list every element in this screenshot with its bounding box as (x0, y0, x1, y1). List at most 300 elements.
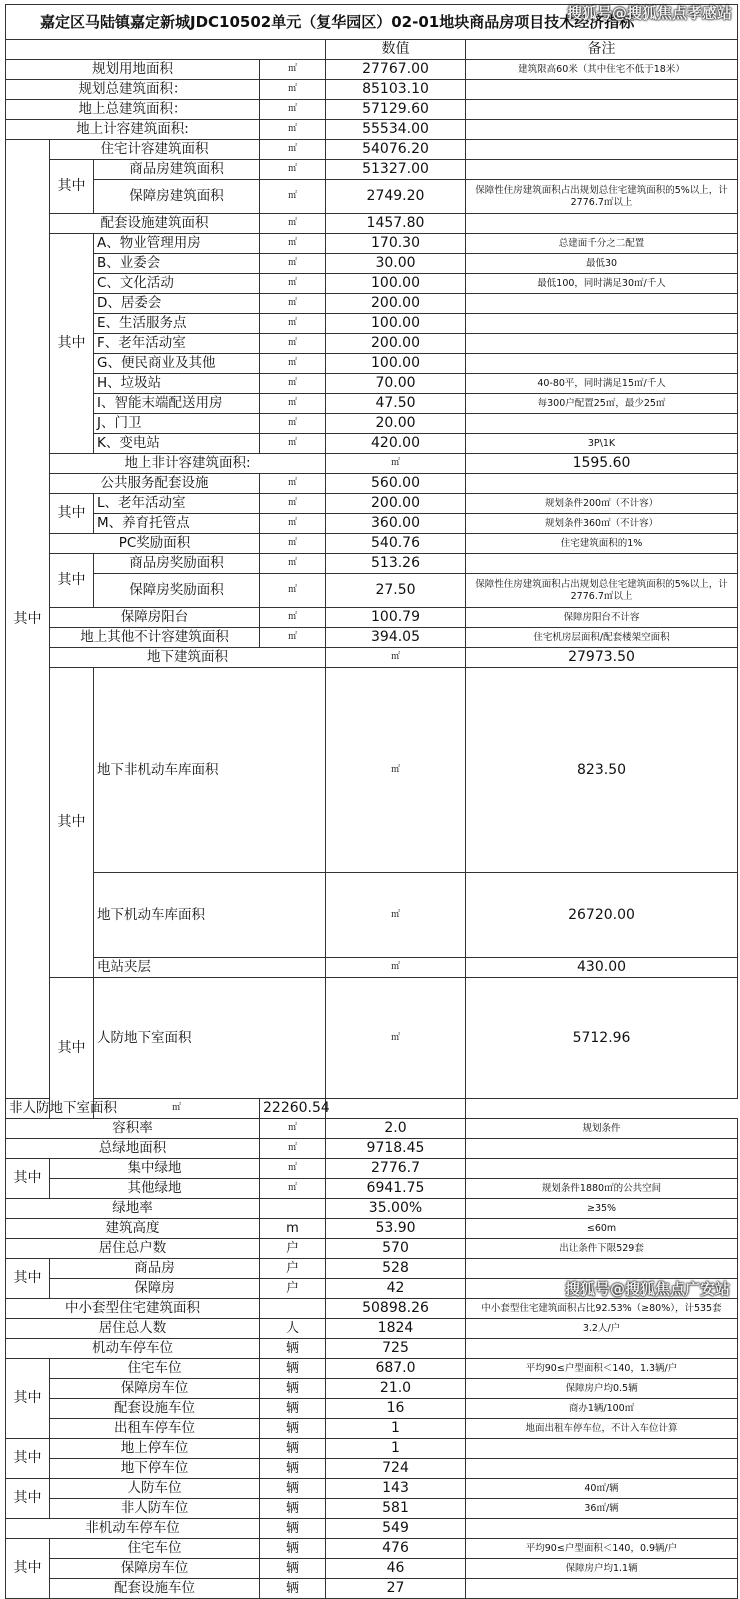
row-note: 规划条件 (466, 1119, 738, 1139)
row-unit: 辆 (260, 1359, 326, 1379)
table-row (6, 1399, 738, 1419)
row-unit: ㎡ (326, 454, 466, 474)
row-note: 总建面千分之二配置 (466, 234, 738, 254)
row-value: 26720.00 (466, 873, 738, 958)
row-unit: ㎡ (326, 873, 466, 958)
table-row (6, 608, 738, 628)
table-row (6, 1179, 738, 1199)
group-label: 其中 (6, 1539, 50, 1599)
row-note: 3.2人/户 (466, 1319, 738, 1339)
table-row (6, 554, 738, 574)
row-value: 35.00% (326, 1199, 466, 1219)
table-row (6, 354, 738, 374)
row-label: PC奖励面积 (50, 534, 260, 554)
table-title: 嘉定区马陆镇嘉定新城JDC10502单元（复华园区）02-01地块商品房项目技术经济指标 (6, 5, 738, 40)
row-value: 6941.75 (326, 1179, 466, 1199)
row-note: 保障性住房建筑面积占出规划总住宅建筑面积的5%以上，计2776.7㎡以上 (466, 574, 738, 608)
row-unit: 辆 (260, 1339, 326, 1359)
row-unit: 辆 (260, 1559, 326, 1579)
table-row (6, 314, 738, 334)
row-note: ≤60m (466, 1219, 738, 1239)
row-unit: 辆 (260, 1479, 326, 1499)
table-row (6, 534, 738, 554)
group-label: 其中 (6, 1359, 50, 1439)
row-value: 2.0 (326, 1119, 466, 1139)
row-label: G、便民商业及其他 (94, 354, 260, 374)
table-row (6, 628, 738, 648)
row-value: 394.05 (326, 628, 466, 648)
table-row (6, 374, 738, 394)
row-value: 570 (326, 1239, 466, 1259)
row-value: 16 (326, 1399, 466, 1419)
row-unit: ㎡ (260, 274, 326, 294)
row-note: ≥35% (466, 1199, 738, 1219)
table-row (6, 414, 738, 434)
row-value: 5712.96 (466, 978, 738, 1099)
row-value: 823.50 (466, 668, 738, 873)
row-unit: 辆 (260, 1419, 326, 1439)
row-label: 公共服务配套设施 (50, 474, 260, 494)
row-unit: ㎡ (260, 574, 326, 608)
row-note: 每300户配置25㎡，最少25㎡ (466, 394, 738, 414)
row-note (466, 1519, 738, 1539)
header-note: 备注 (466, 40, 738, 60)
row-note (466, 120, 738, 140)
row-label: 配套设施建筑面积 (50, 214, 260, 234)
table-row (6, 334, 738, 354)
row-note: 最低100，同时满足30㎡/千人 (466, 274, 738, 294)
group-label: 其中 (6, 1259, 50, 1299)
row-note: 建筑限高60米（其中住宅不低于18米） (466, 60, 738, 80)
row-note: 住宅机房层面积/配套楼架空面积 (466, 628, 738, 648)
row-unit: 辆 (260, 1499, 326, 1519)
row-unit: 辆 (260, 1539, 326, 1559)
table-row (6, 1459, 738, 1479)
row-value: 2776.7 (326, 1159, 466, 1179)
row-value: 27.50 (326, 574, 466, 608)
row-label: 地下建筑面积 (50, 648, 326, 668)
row-value: 50898.26 (326, 1299, 466, 1319)
row-note (466, 414, 738, 434)
watermark-bottom: 搜狐号@搜狐焦点广安站 (564, 1280, 730, 1298)
row-note: 地面出租车停车位，不计入车位计算 (466, 1419, 738, 1439)
row-note: 36㎡/辆 (466, 1499, 738, 1519)
row-unit (260, 1299, 326, 1319)
row-unit: 辆 (260, 1459, 326, 1479)
row-value: 2749.20 (326, 180, 466, 214)
row-value: 22260.54 (260, 1099, 326, 1119)
row-value: 85103.10 (326, 80, 466, 100)
table-row (6, 140, 738, 160)
row-unit: ㎡ (326, 978, 466, 1099)
row-label: 容积率 (6, 1119, 260, 1139)
row-note (466, 214, 738, 234)
row-label: C、文化活动 (94, 274, 260, 294)
row-label: 保障房阳台 (50, 608, 260, 628)
row-value: 21.0 (326, 1379, 466, 1399)
row-note (466, 334, 738, 354)
table-row (6, 514, 738, 534)
row-note (466, 1259, 738, 1279)
table-row (6, 1119, 738, 1139)
group-label: 其中 (6, 1479, 50, 1519)
row-unit: ㎡ (94, 1099, 260, 1119)
watermark-top: 搜狐号@搜狐焦点孝感站 (566, 4, 732, 22)
row-note: 平均90≤户型面积＜140，0.9辆/户 (466, 1539, 738, 1559)
row-value: 200.00 (326, 334, 466, 354)
table-row (6, 80, 738, 100)
row-note: 住宅建筑面积的1% (466, 534, 738, 554)
table-row (6, 1379, 738, 1399)
row-unit: ㎡ (326, 648, 466, 668)
table-row (6, 1139, 738, 1159)
row-value: 687.0 (326, 1359, 466, 1379)
table-row (6, 648, 738, 668)
row-value: 724 (326, 1459, 466, 1479)
row-unit: 辆 (260, 1379, 326, 1399)
row-value: 430.00 (466, 958, 738, 978)
row-note: 平均90≤户型面积＜140，1.3辆/户 (466, 1359, 738, 1379)
header-value: 数值 (326, 40, 466, 60)
row-value: 581 (326, 1499, 466, 1519)
row-unit: ㎡ (260, 628, 326, 648)
table-row (6, 234, 738, 254)
row-unit: 辆 (260, 1579, 326, 1599)
row-value: 513.26 (326, 554, 466, 574)
row-note: 40-80平，同时满足15㎡/千人 (466, 374, 738, 394)
row-label: 地上其他不计容建筑面积 (50, 628, 260, 648)
row-unit: m (260, 1219, 326, 1239)
table-row (6, 454, 738, 474)
row-unit: ㎡ (326, 668, 466, 873)
row-unit: ㎡ (260, 314, 326, 334)
row-note: 出让条件下限529套 (466, 1239, 738, 1259)
row-unit: ㎡ (260, 100, 326, 120)
row-unit: ㎡ (260, 120, 326, 140)
group-label: 其中 (50, 554, 94, 608)
row-note: 规划条件200㎡（不计容） (466, 494, 738, 514)
row-unit: ㎡ (260, 1159, 326, 1179)
table-row (6, 1519, 738, 1539)
row-label: 电站夹层 (94, 958, 326, 978)
table-row (6, 60, 738, 80)
table-row (6, 1219, 738, 1239)
row-note: 最低30 (466, 254, 738, 274)
row-note: 保障房户均1.1辆 (466, 1559, 738, 1579)
table-row (6, 254, 738, 274)
row-label: K、变电站 (94, 434, 260, 454)
row-label: H、垃圾站 (94, 374, 260, 394)
row-note (466, 1139, 738, 1159)
row-label: 出租车停车位 (50, 1419, 260, 1439)
row-value: 46 (326, 1559, 466, 1579)
table-row (6, 160, 738, 180)
row-value: 57129.60 (326, 100, 466, 120)
table-body (6, 60, 738, 1599)
row-value: 70.00 (326, 374, 466, 394)
row-label: 其他绿地 (50, 1179, 260, 1199)
row-unit: ㎡ (260, 394, 326, 414)
row-label: 机动车停车位 (6, 1339, 260, 1359)
row-label: 商品房 (50, 1259, 260, 1279)
row-label: 规划总建筑面积： (6, 80, 260, 100)
row-note: 规划条件1880㎡的公共空间 (466, 1179, 738, 1199)
row-value: 1824 (326, 1319, 466, 1339)
row-value: 30.00 (326, 254, 466, 274)
page (5, 4, 737, 1599)
row-label: 总绿地面积 (6, 1139, 260, 1159)
row-unit: ㎡ (260, 554, 326, 574)
row-label: L、老年活动室 (94, 494, 260, 514)
table-row (6, 1579, 738, 1599)
table-row (6, 1539, 738, 1559)
row-unit: ㎡ (260, 140, 326, 160)
row-value: 1457.80 (326, 214, 466, 234)
table-row (6, 873, 738, 958)
row-note (466, 474, 738, 494)
row-value: 100.00 (326, 274, 466, 294)
table-row (6, 180, 738, 214)
row-note (466, 294, 738, 314)
row-label: 非机动车停车位 (6, 1519, 260, 1539)
row-unit: ㎡ (260, 1179, 326, 1199)
row-unit: ㎡ (260, 434, 326, 454)
group-label: 其中 (50, 978, 94, 1119)
row-label: 地下停车位 (50, 1459, 260, 1479)
table-row (6, 668, 738, 873)
table-row (6, 100, 738, 120)
table-row (6, 1359, 738, 1379)
row-unit: ㎡ (260, 608, 326, 628)
row-note (466, 1159, 738, 1179)
row-unit: ㎡ (260, 234, 326, 254)
row-value: 528 (326, 1259, 466, 1279)
table-row (6, 574, 738, 608)
row-label: 住宅计容建筑面积 (50, 140, 260, 160)
row-value: 420.00 (326, 434, 466, 454)
table-row (6, 958, 738, 978)
row-label: 非人防地下室面积 (6, 1099, 94, 1119)
row-unit: ㎡ (260, 254, 326, 274)
table-row (6, 274, 738, 294)
row-label: 保障房建筑面积 (94, 180, 260, 214)
row-label: 地下机动车库面积 (94, 873, 326, 958)
row-unit: 辆 (260, 1399, 326, 1419)
row-note (326, 1099, 466, 1119)
row-label: 商品房奖励面积 (94, 554, 260, 574)
row-unit: ㎡ (326, 958, 466, 978)
table-row (6, 1259, 738, 1279)
row-value: 20.00 (326, 414, 466, 434)
row-value: 200.00 (326, 494, 466, 514)
table-row (6, 434, 738, 454)
row-label: B、业委会 (94, 254, 260, 274)
table-row (6, 1099, 738, 1119)
row-unit: ㎡ (260, 334, 326, 354)
row-label: 地上停车位 (50, 1439, 260, 1459)
row-value: 27973.50 (466, 648, 738, 668)
row-value: 1 (326, 1419, 466, 1439)
row-value: 143 (326, 1479, 466, 1499)
row-label: J、门卫 (94, 414, 260, 434)
row-value: 47.50 (326, 394, 466, 414)
row-note: 中小套型住宅建筑面积占比92.53%（≥80%），计535套 (466, 1299, 738, 1319)
row-label: 中小套型住宅建筑面积 (6, 1299, 260, 1319)
row-label: 保障房奖励面积 (94, 574, 260, 608)
row-note: 保障房阳台不计容 (466, 608, 738, 628)
row-label: 保障房 (50, 1279, 260, 1299)
row-label: D、居委会 (94, 294, 260, 314)
table-row (6, 214, 738, 234)
row-value: 100.00 (326, 354, 466, 374)
row-unit: ㎡ (260, 474, 326, 494)
row-unit: 辆 (260, 1439, 326, 1459)
row-value: 170.30 (326, 234, 466, 254)
table-row (6, 1439, 738, 1459)
group-label: 其中 (6, 1439, 50, 1479)
row-value: 360.00 (326, 514, 466, 534)
row-unit: ㎡ (260, 80, 326, 100)
row-value: 1595.60 (466, 454, 738, 474)
row-label: I、智能末端配送用房 (94, 394, 260, 414)
table-row (6, 1299, 738, 1319)
row-label: F、老年活动室 (94, 334, 260, 354)
row-label: 商品房建筑面积 (94, 160, 260, 180)
row-unit: 辆 (260, 1519, 326, 1539)
row-note (466, 100, 738, 120)
row-value: 27767.00 (326, 60, 466, 80)
table-row (6, 394, 738, 414)
row-value: 560.00 (326, 474, 466, 494)
row-label: 配套设施车位 (50, 1399, 260, 1419)
table-row (6, 1559, 738, 1579)
row-label: 地上非计容建筑面积: (50, 454, 326, 474)
row-note (466, 1579, 738, 1599)
row-value: 1 (326, 1439, 466, 1459)
table-row (6, 1319, 738, 1339)
table-row (6, 1239, 738, 1259)
row-label: 集中绿地 (50, 1159, 260, 1179)
row-unit: 户 (260, 1239, 326, 1259)
row-label: 住宅车位 (50, 1539, 260, 1559)
row-note: 规划条件360㎡（不计容） (466, 514, 738, 534)
table-row (6, 294, 738, 314)
row-note (466, 354, 738, 374)
row-note: 保障房户均0.5辆 (466, 1379, 738, 1399)
row-value: 725 (326, 1339, 466, 1359)
row-value: 27 (326, 1579, 466, 1599)
tech-econ-table (5, 4, 738, 1599)
row-label: 地下非机动车库面积 (94, 668, 326, 873)
table-row (6, 120, 738, 140)
row-label: 规划用地面积 (6, 60, 260, 80)
row-value: 100.00 (326, 314, 466, 334)
row-unit: 户 (260, 1259, 326, 1279)
row-unit: ㎡ (260, 534, 326, 554)
row-unit: ㎡ (260, 414, 326, 434)
table-row (6, 474, 738, 494)
row-note: 3P\1K (466, 434, 738, 454)
row-value: 42 (326, 1279, 466, 1299)
table-row (6, 1159, 738, 1179)
group-label: 其中 (50, 668, 94, 978)
row-label: A、物业管理用房 (94, 234, 260, 254)
table-row (6, 1199, 738, 1219)
row-label: 绿地率 (6, 1199, 260, 1219)
group-label: 其中 (6, 1159, 50, 1199)
row-label: 居住总人数 (6, 1319, 260, 1339)
group-label: 其中 (50, 160, 94, 214)
row-note (466, 140, 738, 160)
row-unit: ㎡ (260, 294, 326, 314)
row-value: 540.76 (326, 534, 466, 554)
row-value: 9718.45 (326, 1139, 466, 1159)
row-label: 建筑高度 (6, 1219, 260, 1239)
row-label: 人防车位 (50, 1479, 260, 1499)
row-unit: ㎡ (260, 374, 326, 394)
row-unit: ㎡ (260, 214, 326, 234)
row-note (466, 1339, 738, 1359)
row-note (466, 1459, 738, 1479)
row-label: 保障房车位 (50, 1379, 260, 1399)
row-unit: ㎡ (260, 514, 326, 534)
row-note (466, 80, 738, 100)
row-value: 54076.20 (326, 140, 466, 160)
table-row (6, 1419, 738, 1439)
row-unit: ㎡ (260, 60, 326, 80)
row-unit: ㎡ (260, 494, 326, 514)
row-unit: ㎡ (260, 160, 326, 180)
row-note: 40㎡/辆 (466, 1479, 738, 1499)
row-label: 地上计容建筑面积: (6, 120, 260, 140)
group-label: 其中 (50, 494, 94, 534)
table-row (6, 1339, 738, 1359)
row-label: 非人防车位 (50, 1499, 260, 1519)
group-label: 其中 (6, 140, 50, 1099)
row-note (466, 554, 738, 574)
row-unit: ㎡ (260, 354, 326, 374)
row-label: 住宅车位 (50, 1359, 260, 1379)
row-value: 55534.00 (326, 120, 466, 140)
table-row (6, 978, 738, 1099)
row-unit: ㎡ (260, 180, 326, 214)
row-note (466, 160, 738, 180)
row-unit: 人 (260, 1319, 326, 1339)
row-unit: ㎡ (260, 1139, 326, 1159)
row-value: 476 (326, 1539, 466, 1559)
row-unit: 户 (260, 1279, 326, 1299)
row-unit: ㎡ (260, 1119, 326, 1139)
table-row (6, 1479, 738, 1499)
row-note: 保障性住房建筑面积占出规划总住宅建筑面积的5%以上，计2776.7㎡以上 (466, 180, 738, 214)
row-label: 地上总建筑面积： (6, 100, 260, 120)
group-label: 其中 (50, 234, 94, 454)
row-value: 100.79 (326, 608, 466, 628)
row-unit (260, 1199, 326, 1219)
table-row (6, 1499, 738, 1519)
row-note (466, 314, 738, 334)
row-label: M、养育托管点 (94, 514, 260, 534)
row-label: 人防地下室面积 (94, 978, 326, 1099)
row-label: 居住总户数 (6, 1239, 260, 1259)
row-label: 配套设施车位 (50, 1579, 260, 1599)
row-value: 200.00 (326, 294, 466, 314)
row-note (466, 1439, 738, 1459)
row-label: 保障房车位 (50, 1559, 260, 1579)
row-value: 51327.00 (326, 160, 466, 180)
table-row (6, 494, 738, 514)
row-value: 549 (326, 1519, 466, 1539)
